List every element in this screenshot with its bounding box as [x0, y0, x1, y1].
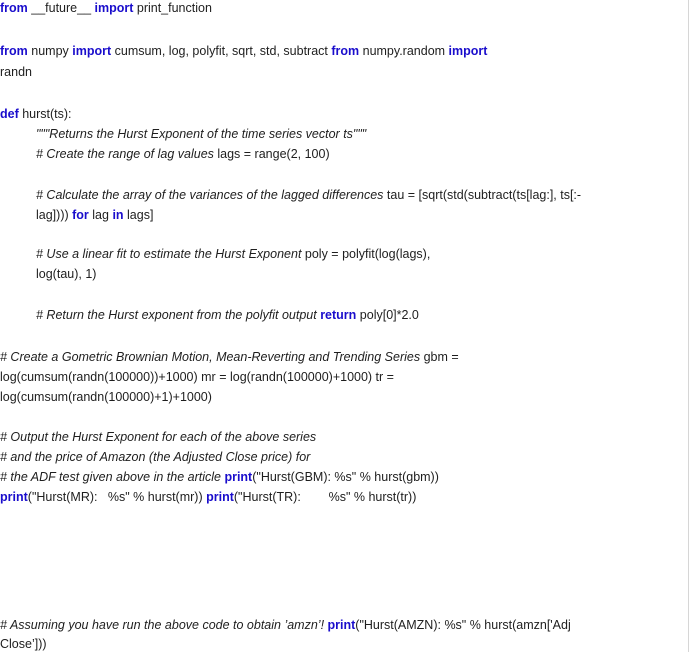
code-line [0, 469, 439, 485]
code-text: tau = [sqrt(std(subtract(ts[lag:], ts[:- [383, 188, 582, 202]
code-text: lags] [123, 208, 154, 222]
code-line [0, 43, 487, 59]
comment: # Assuming you have run the above code to obtain ’amzn’! [0, 618, 325, 632]
keyword: import [72, 44, 112, 58]
keyword: from [0, 1, 28, 15]
code-line [0, 0, 212, 16]
code-text: print_function [133, 1, 212, 15]
code-text: ("Hurst(AMZN): %s" % hurst(amzn['Adj [355, 618, 571, 632]
keyword: from [331, 44, 360, 58]
code-line [0, 349, 459, 365]
code-text: lag]))) [36, 208, 73, 222]
code-line: log(cumsum(randn(100000)+1)+1000) [0, 390, 212, 404]
code-line [36, 146, 330, 162]
keyword: import [448, 44, 488, 58]
code-line: Close’])) [0, 637, 47, 651]
comment: # the ADF test given above in the article [0, 470, 221, 484]
code-text: poly = polyfit(log(lags), [301, 247, 431, 261]
code-line [36, 187, 581, 203]
code-text: lags = range(2, 100) [213, 147, 330, 161]
code-text: cumsum, log, polyfit, sqrt, std, subtract [111, 44, 332, 58]
keyword: print [220, 470, 253, 484]
comment: # Create the range of lag values [36, 147, 214, 161]
code-text: ("Hurst(MR): %s" % hurst(mr)) [27, 490, 207, 504]
code-text: ("Hurst(GBM): %s" % hurst(gbm)) [252, 470, 439, 484]
keyword: from [0, 44, 28, 58]
comment: # Create a Gometric Brownian Motion, Mean-Reverting and Trending Series [0, 350, 421, 364]
keyword: def [0, 107, 19, 121]
code-text: lag [88, 208, 113, 222]
comment-line: # Output the Hurst Exponent for each of the above series [0, 430, 317, 444]
code-line [0, 489, 416, 505]
code-line [36, 307, 419, 323]
keyword: print [324, 618, 356, 632]
code-text: numpy.random [359, 44, 449, 58]
comment: # Calculate the array of the variances of the lagged differences [36, 188, 384, 202]
keyword: return [316, 308, 357, 322]
keyword: print [206, 490, 234, 504]
docstring-line: """Returns the Hurst Exponent of the time series vector ts""" [36, 127, 367, 141]
code-text: hurst(ts): [18, 107, 72, 121]
keyword: in [112, 208, 124, 222]
code-text: numpy [27, 44, 73, 58]
code-line: log(cumsum(randn(100000))+1000) mr = log(randn(100000)+1000) tr = [0, 370, 394, 384]
code-line [36, 246, 430, 262]
code-line [0, 617, 571, 633]
code-line [0, 106, 72, 122]
code-text: poly[0]*2.0 [356, 308, 419, 322]
code-line: log(tau), 1) [36, 267, 97, 281]
keyword: print [0, 490, 28, 504]
comment-line: # and the price of Amazon (the Adjusted Close price) for [0, 450, 311, 464]
code-text: ("Hurst(TR): %s" % hurst(tr)) [233, 490, 417, 504]
keyword: import [94, 1, 134, 15]
keyword: for [72, 208, 89, 222]
code-text: gbm = [420, 350, 459, 364]
code-text: __future__ [27, 1, 95, 15]
comment: # Return the Hurst exponent from the polyfit output [36, 308, 317, 322]
code-line [36, 207, 153, 223]
comment: # Use a linear fit to estimate the Hurst Exponent [36, 247, 302, 261]
code-line: randn [0, 65, 32, 79]
